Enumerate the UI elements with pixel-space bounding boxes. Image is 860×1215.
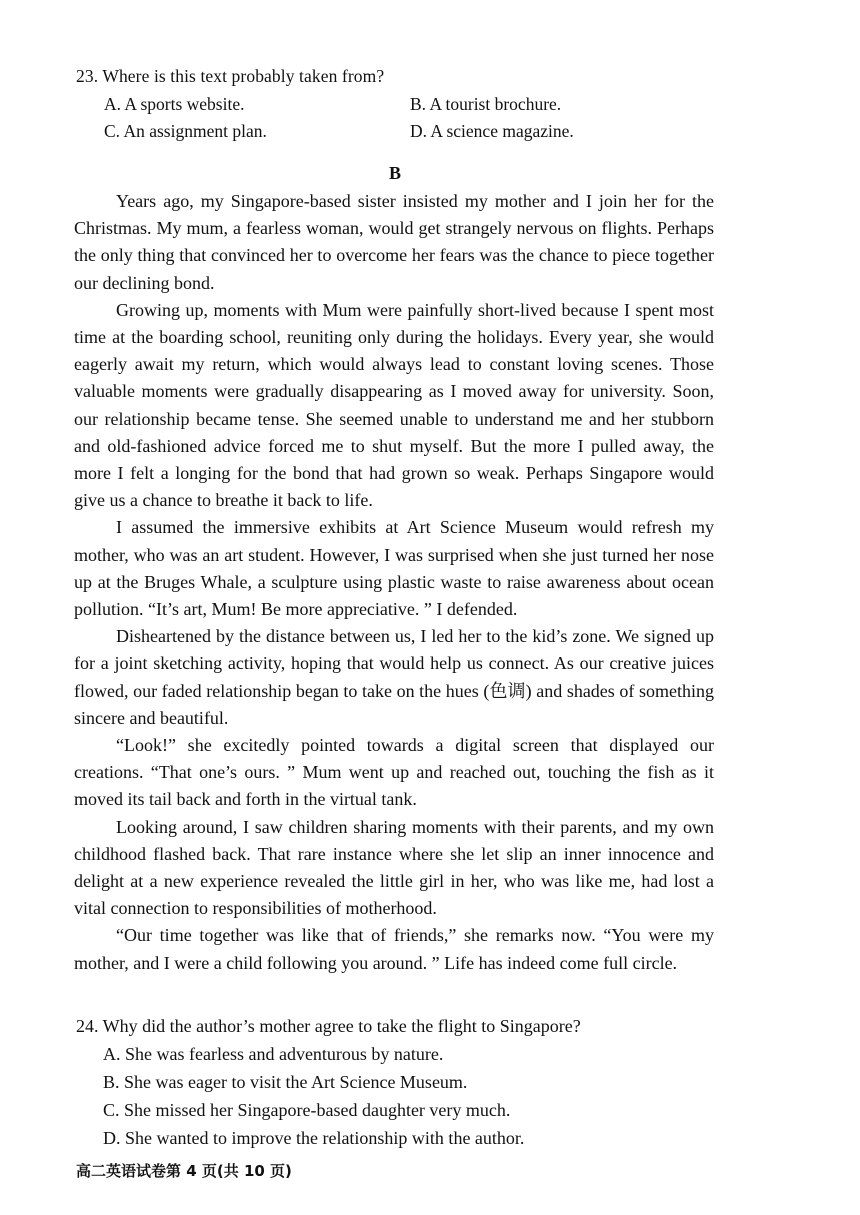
- question-23-option-b: B. A tourist brochure.: [410, 94, 562, 114]
- passage-paragraph: “Look!” she excitedly pointed towards a digital screen that displayed our creations. “That one’s ours. ” Mum went up and reached out, touching the fish as it moved its tail back and forth in the virtual tank.: [74, 735, 714, 810]
- page-footer: 高二英语试卷第 4 页(共 10 页): [76, 1162, 292, 1180]
- question-24-option-d: D. She wanted to improve the relationship with the author.: [103, 1128, 525, 1148]
- passage-paragraph: Looking around, I saw children sharing moments with their parents, and my own childhood flashed back. That rare instance where she let slip an inner innocence and delight at a new experience revealed the little girl in her, who was like me, had lost a vital connection to responsibilities of motherhood.: [74, 816, 714, 919]
- passage-paragraph: I assumed the immersive exhibits at Art Science Museum would refresh my mother, who was an art student. However, I was surprised when she just turned her nose up at the Bruges Whale, a sculpture using plastic waste to raise awareness about ocean pollution. “It’s art, Mum! Be more appreciative. ” I defended.: [74, 517, 714, 620]
- passage-paragraph: Years ago, my Singapore-based sister insisted my mother and I join her for the Christmas. My mum, a fearless woman, would get strangely nervous on flights. Perhaps the only thing that convinced her to overcome her fears was the chance to piece together our declining bond.: [74, 191, 714, 293]
- question-23-option-a: A. A sports website.: [104, 94, 245, 114]
- question-23-stem: 23. Where is this text probably taken from?: [76, 66, 385, 86]
- passage-paragraph: Growing up, moments with Mum were painfully short-lived because I spent most time at the boarding school, reuniting only during the holidays. Every year, she would eagerly await my return, which would always lead to constant loving scenes. Those valuable moments were gradually disappearing as I moved away for university. Soon, our relationship became tense. She seemed unable to understand me and her stubborn and old-fashioned advice forced me to shut myself. But the more I pulled away, the more I felt a longing for the bond that had grown so weak. Perhaps Singapore would give us a chance to breathe it back to life.: [74, 299, 714, 511]
- question-24: [76, 1012, 736, 1152]
- question-24-option-c: C. She missed her Singapore-based daughter very much.: [103, 1100, 511, 1120]
- question-23-option-d: D. A science magazine.: [410, 121, 574, 141]
- question-24-stem: 24. Why did the author’s mother agree to take the flight to Singapore?: [76, 1016, 581, 1036]
- section-heading: B: [388, 163, 401, 183]
- passage-paragraph: “Our time together was like that of friends,” she remarks now. “You were my mother, and I were a child following you around. ” Life has indeed come full circle.: [74, 925, 714, 973]
- question-23-option-c: C. An assignment plan.: [104, 121, 267, 141]
- passage-paragraph: Disheartened by the distance between us, I led her to the kid’s zone. We signed up for a joint sketching activity, hoping that would help us connect. As our creative juices flowed, our faded relationship began to take on the hues (色调) and shades of something sincere and beautiful.: [74, 626, 714, 728]
- question-24-option-b: B. She was eager to visit the Art Science Museum.: [103, 1072, 468, 1092]
- question-24-option-a: A. She was fearless and adventurous by nature.: [103, 1044, 444, 1064]
- reading-passage: [74, 188, 714, 977]
